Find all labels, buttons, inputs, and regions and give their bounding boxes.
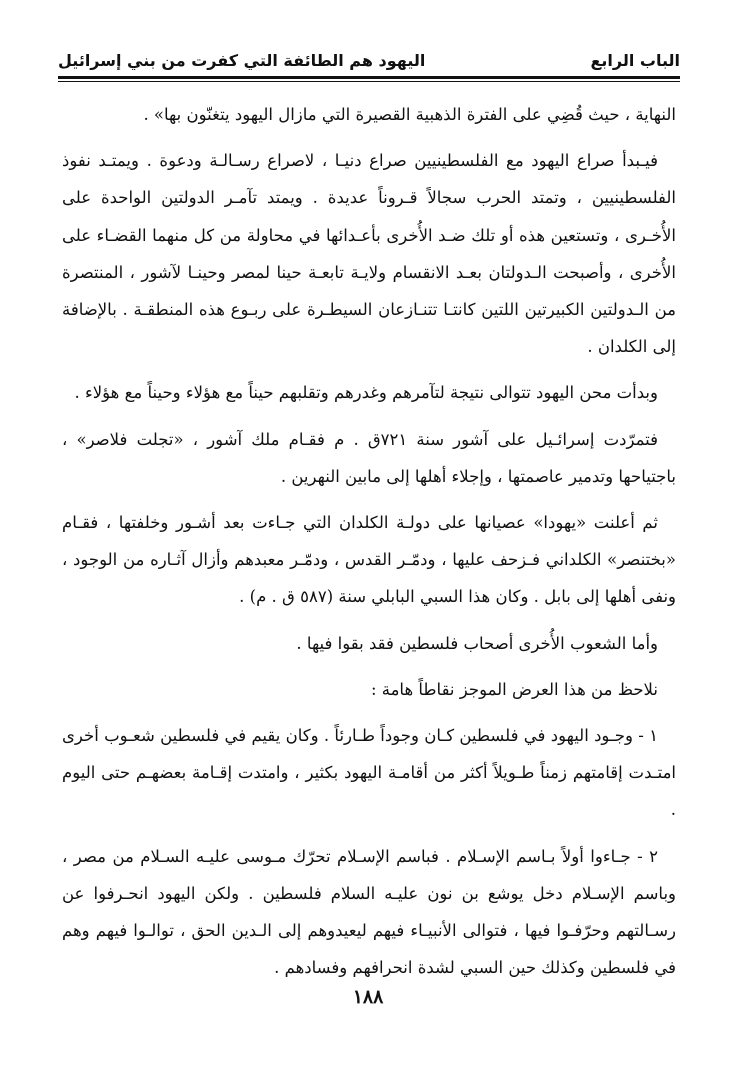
page-number: ١٨٨	[352, 986, 384, 1008]
paragraph: النهاية ، حيث قُضِي على الفترة الذهبية القصيرة التي مازال اليهود يتغنّون بها» .	[143, 105, 676, 124]
header-rule-thick	[58, 76, 680, 79]
running-header	[58, 38, 680, 74]
paragraph: فتمرّدت إسرائـيل على آشور سنة ٧٢١ق . م فقـام ملك آشور ، «تجلت فلاصر» ، باجتياحها وتدمير عاصمتها ، وإجلاء أهلها إلى مابين النهرين .	[62, 429, 676, 486]
paragraph: وأما الشعوب الأُخرى أصحاب فلسطين فقد بقوا فيها .	[296, 633, 658, 653]
list-item-paragraph: ١ - وجـود اليهود في فلسطين كـان وجوداً طـارئاً . وكان يقيم في فلسطين شعـوب أخرى امتـدت إقامتهم زمناً طـويلاً أكثر من أقامـة اليهود بكثير ، وامتدت إقـامة بعضهـم حتى اليوم .	[62, 726, 676, 820]
paragraph: فيـبدأ صراع اليهود مع الفلسطينيين صراع دنيـا ، لاصراع رسـالـة ودعوة . ويمتـد نفوذ الفلسطينيين ، وتمتد الحرب سجالاً قـروناً عديدة . ويمتد تآمـر الدولتين الواحدة على الأُخـرى ، وتستعين هذه أو تلك ضـد الأُخرى بأعـدائها في محاولة من كل منهما القضـاء على الأُخرى ، وأصبحت الـدولتان بعـد الانقسام ولايـة تابعـة حينا لمصر وحينـا لآشور ، المنتصرة من الـدولتين الكبيرتين اللتين كانتـا تتنـازعان السيطـرة على ربـوع هذه المنطقـة . بالإضافة إلى الكلدان .	[62, 151, 676, 357]
paragraph: وبدأت محن اليهود تتوالى نتيجة لتآمرهم وغدرهم وتقلبهم حيناً مع هؤلاء وحيناً مع هؤلاء .	[74, 383, 658, 403]
paragraph: نلاحظ من هذا العرض الموجز نقاطاً هامة :	[370, 679, 658, 699]
paragraph: ثم أعلنت «يهودا» عصيانها على دولـة الكلدان التي جـاءت بعد أشـور وخلفتها ، فقـام «بختنصر» الكلداني فـزحف عليها ، ودمّـر القدس ، ودمّـر معبدهم وأزال آثـاره من الوجود ، ونفى أهلها إلى بابل . وكان هذا السبي البابلي سنة (٥٨٧ ق . م) .	[62, 513, 676, 607]
chapter-label: الباب الرابع	[590, 51, 680, 70]
header-rule-thin	[58, 81, 680, 82]
body-text	[62, 96, 676, 995]
chapter-title: اليهود هم الطائفة التي كفرت من بني إسرائيل	[58, 51, 426, 70]
list-item-paragraph: ٢ - جـاءوا أولاً بـاسم الإسـلام . فباسم الإسـلام تحرّك مـوسى عليـه السـلام من مصر ، وباسم الإسـلام دخل يوشع بن نون عليـه السلام فلسطين . ولكن اليهود انحـرفوا عن رسـالتهم وحرّفـوا فيها ، فتوالى الأنبيـاء فيهم ليعيدوهم إلى الـدين الحق ، توالـوا فيهم وهم في فلسطين وكذلك حين السبي لشدة انحرافهم وفسادهم .	[62, 846, 676, 978]
